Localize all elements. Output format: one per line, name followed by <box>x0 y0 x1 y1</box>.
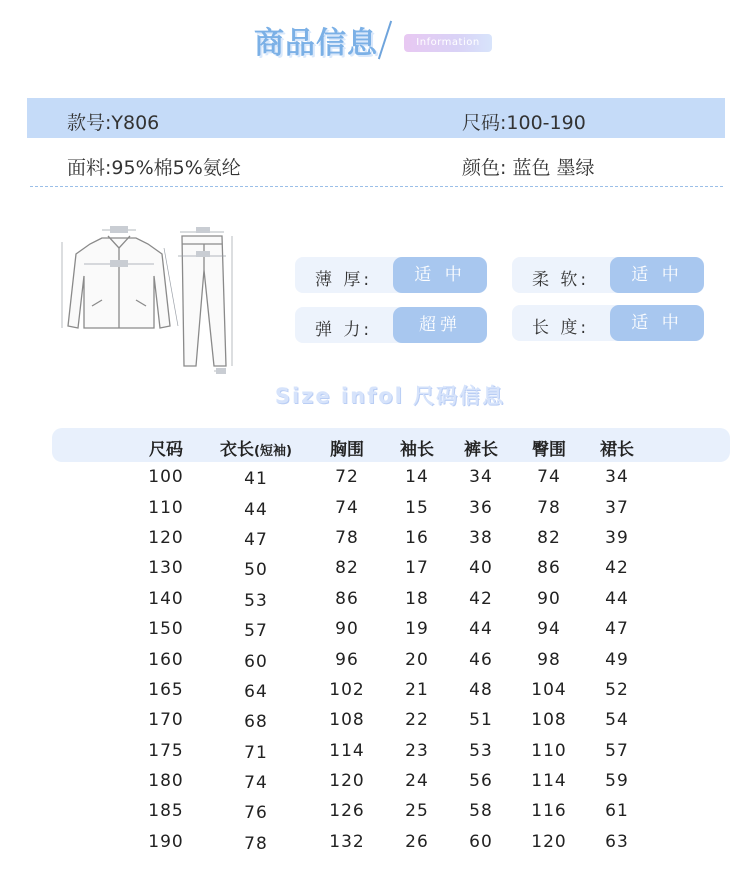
table-header-row <box>130 432 648 462</box>
cell-skirt-length: 63 <box>605 831 629 852</box>
cell-hip: 108 <box>531 710 567 731</box>
cell-top-length: 68 <box>244 712 268 733</box>
cell-top-length: 60 <box>244 651 268 672</box>
cell-chest: 78 <box>335 527 359 548</box>
jacket-icon <box>68 236 170 328</box>
table-row <box>130 492 648 522</box>
cell-skirt-length: 42 <box>605 558 629 579</box>
cell-skirt-length: 61 <box>605 801 629 822</box>
info-bar-secondary <box>27 143 725 183</box>
attr-elasticity <box>295 307 487 343</box>
cell-top-length: 41 <box>244 469 268 490</box>
cell-pants-length: 40 <box>469 558 493 579</box>
cell-skirt-length: 59 <box>605 771 629 792</box>
table-row <box>130 796 648 826</box>
cell-top-length: 44 <box>244 499 268 520</box>
cell-hip: 116 <box>531 801 567 822</box>
table-row <box>130 827 648 857</box>
label-shoulder <box>110 226 128 233</box>
cell-skirt-length: 54 <box>605 710 629 731</box>
cell-top-length: 64 <box>244 681 268 702</box>
divider <box>30 186 723 187</box>
cell-hip: 82 <box>537 527 561 548</box>
cell-sleeve: 17 <box>405 558 429 579</box>
cell-chest: 132 <box>329 831 365 852</box>
cell-chest: 90 <box>335 619 359 640</box>
table-row <box>130 644 648 674</box>
label-hip <box>196 251 210 257</box>
cell-pants-length: 34 <box>469 467 493 488</box>
cell-hip: 98 <box>537 649 561 670</box>
cell-chest: 86 <box>335 588 359 609</box>
cell-top-length: 74 <box>244 773 268 794</box>
cell-size: 175 <box>148 740 184 761</box>
title-tag: Information <box>404 34 492 52</box>
cell-hip: 110 <box>531 740 567 761</box>
cell-chest: 82 <box>335 558 359 579</box>
label-hem <box>216 368 226 374</box>
cell-pants-length: 44 <box>469 619 493 640</box>
attr-length-label: 长 度: <box>532 318 590 338</box>
cell-size: 185 <box>148 801 184 822</box>
attr-thickness-value: 适 中 <box>393 257 487 293</box>
cell-size: 180 <box>148 771 184 792</box>
cell-sleeve: 20 <box>405 649 429 670</box>
cell-chest: 102 <box>329 679 365 700</box>
cell-sleeve: 16 <box>405 527 429 548</box>
cell-size: 190 <box>148 831 184 852</box>
cell-pants-length: 46 <box>469 649 493 670</box>
size-range: 尺码:100-190 <box>462 112 586 134</box>
cell-top-length: 71 <box>244 742 268 763</box>
cell-hip: 94 <box>537 619 561 640</box>
cell-hip: 120 <box>531 831 567 852</box>
cell-hip: 114 <box>531 771 567 792</box>
col-skirt-length: 裙长 <box>600 439 634 460</box>
cell-sleeve: 24 <box>405 771 429 792</box>
table-row <box>130 705 648 735</box>
table-row <box>130 523 648 553</box>
table-row <box>130 614 648 644</box>
cell-skirt-length: 47 <box>605 619 629 640</box>
cell-pants-length: 38 <box>469 527 493 548</box>
cell-chest: 126 <box>329 801 365 822</box>
cell-skirt-length: 34 <box>605 467 629 488</box>
cell-size: 140 <box>148 588 184 609</box>
page-title: 商品信息 <box>254 26 378 61</box>
cell-skirt-length: 37 <box>605 497 629 518</box>
title-divider <box>378 21 392 60</box>
cell-sleeve: 19 <box>405 619 429 640</box>
attr-elasticity-value: 超弹 <box>393 307 487 343</box>
cell-size: 150 <box>148 619 184 640</box>
cell-chest: 108 <box>329 710 365 731</box>
cell-chest: 74 <box>335 497 359 518</box>
cell-hip: 78 <box>537 497 561 518</box>
cell-hip: 90 <box>537 588 561 609</box>
cell-hip: 86 <box>537 558 561 579</box>
cell-sleeve: 15 <box>405 497 429 518</box>
col-hip: 臀围 <box>532 439 566 460</box>
cell-top-length: 47 <box>244 529 268 550</box>
cell-hip: 104 <box>531 679 567 700</box>
cell-skirt-length: 39 <box>605 527 629 548</box>
table-row <box>130 462 648 492</box>
cell-size: 170 <box>148 710 184 731</box>
cell-pants-length: 48 <box>469 679 493 700</box>
cell-top-length: 78 <box>244 833 268 854</box>
cell-pants-length: 53 <box>469 740 493 761</box>
cell-sleeve: 23 <box>405 740 429 761</box>
cell-sleeve: 14 <box>405 467 429 488</box>
col-sleeve: 袖长 <box>400 439 434 460</box>
table-row <box>130 675 648 705</box>
cell-top-length: 50 <box>244 560 268 581</box>
attr-softness-label: 柔 软: <box>532 270 590 290</box>
cell-pants-length: 42 <box>469 588 493 609</box>
cell-sleeve: 21 <box>405 679 429 700</box>
label-waist <box>196 227 210 233</box>
cell-pants-length: 60 <box>469 831 493 852</box>
table-row <box>130 584 648 614</box>
table-row <box>130 766 648 796</box>
cell-size: 120 <box>148 527 184 548</box>
cell-chest: 114 <box>329 740 365 761</box>
cell-sleeve: 26 <box>405 831 429 852</box>
color-options: 颜色: 蓝色 墨绿 <box>462 157 595 179</box>
col-pants-length: 裤长 <box>464 439 498 460</box>
table-row <box>130 736 648 766</box>
cell-chest: 120 <box>329 771 365 792</box>
cell-skirt-length: 44 <box>605 588 629 609</box>
cell-size: 130 <box>148 558 184 579</box>
cell-sleeve: 18 <box>405 588 429 609</box>
cell-top-length: 57 <box>244 621 268 642</box>
attr-thickness <box>295 257 487 293</box>
size-info-title: Size infol 尺码信息 <box>274 384 506 408</box>
col-chest: 胸围 <box>330 439 364 460</box>
col-top-length-label: 衣长 <box>220 439 255 460</box>
cell-sleeve: 25 <box>405 801 429 822</box>
cell-chest: 72 <box>335 467 359 488</box>
cell-skirt-length: 49 <box>605 649 629 670</box>
cell-top-length: 76 <box>244 803 268 824</box>
cell-skirt-length: 57 <box>605 740 629 761</box>
table-body <box>130 462 648 857</box>
label-chest <box>110 260 128 267</box>
section-title <box>0 14 750 70</box>
col-top-length <box>202 432 310 462</box>
cell-pants-length: 36 <box>469 497 493 518</box>
attr-softness-value: 适 中 <box>610 257 704 293</box>
cell-pants-length: 51 <box>469 710 493 731</box>
cell-sleeve: 22 <box>405 710 429 731</box>
col-top-length-note: (短袖) <box>254 443 292 459</box>
size-table <box>130 432 648 857</box>
info-bar-primary <box>27 98 725 138</box>
attr-length-value: 适 中 <box>610 305 704 341</box>
table-row <box>130 553 648 583</box>
cell-skirt-length: 52 <box>605 679 629 700</box>
cell-size: 100 <box>148 467 184 488</box>
cell-size: 165 <box>148 679 184 700</box>
cell-chest: 96 <box>335 649 359 670</box>
cell-pants-length: 58 <box>469 801 493 822</box>
col-size: 尺码 <box>149 439 183 460</box>
cell-size: 110 <box>148 497 184 518</box>
cell-pants-length: 56 <box>469 771 493 792</box>
attr-elasticity-label: 弹 力: <box>315 320 373 340</box>
fabric: 面料:95%棉5%氨纶 <box>67 157 241 179</box>
garment-diagram <box>56 226 246 374</box>
attr-thickness-label: 薄 厚: <box>315 270 373 290</box>
style-number: 款号:Y806 <box>67 112 160 134</box>
cell-top-length: 53 <box>244 590 268 611</box>
attr-softness <box>512 257 704 293</box>
cell-size: 160 <box>148 649 184 670</box>
cell-hip: 74 <box>537 467 561 488</box>
attr-length <box>512 305 704 341</box>
